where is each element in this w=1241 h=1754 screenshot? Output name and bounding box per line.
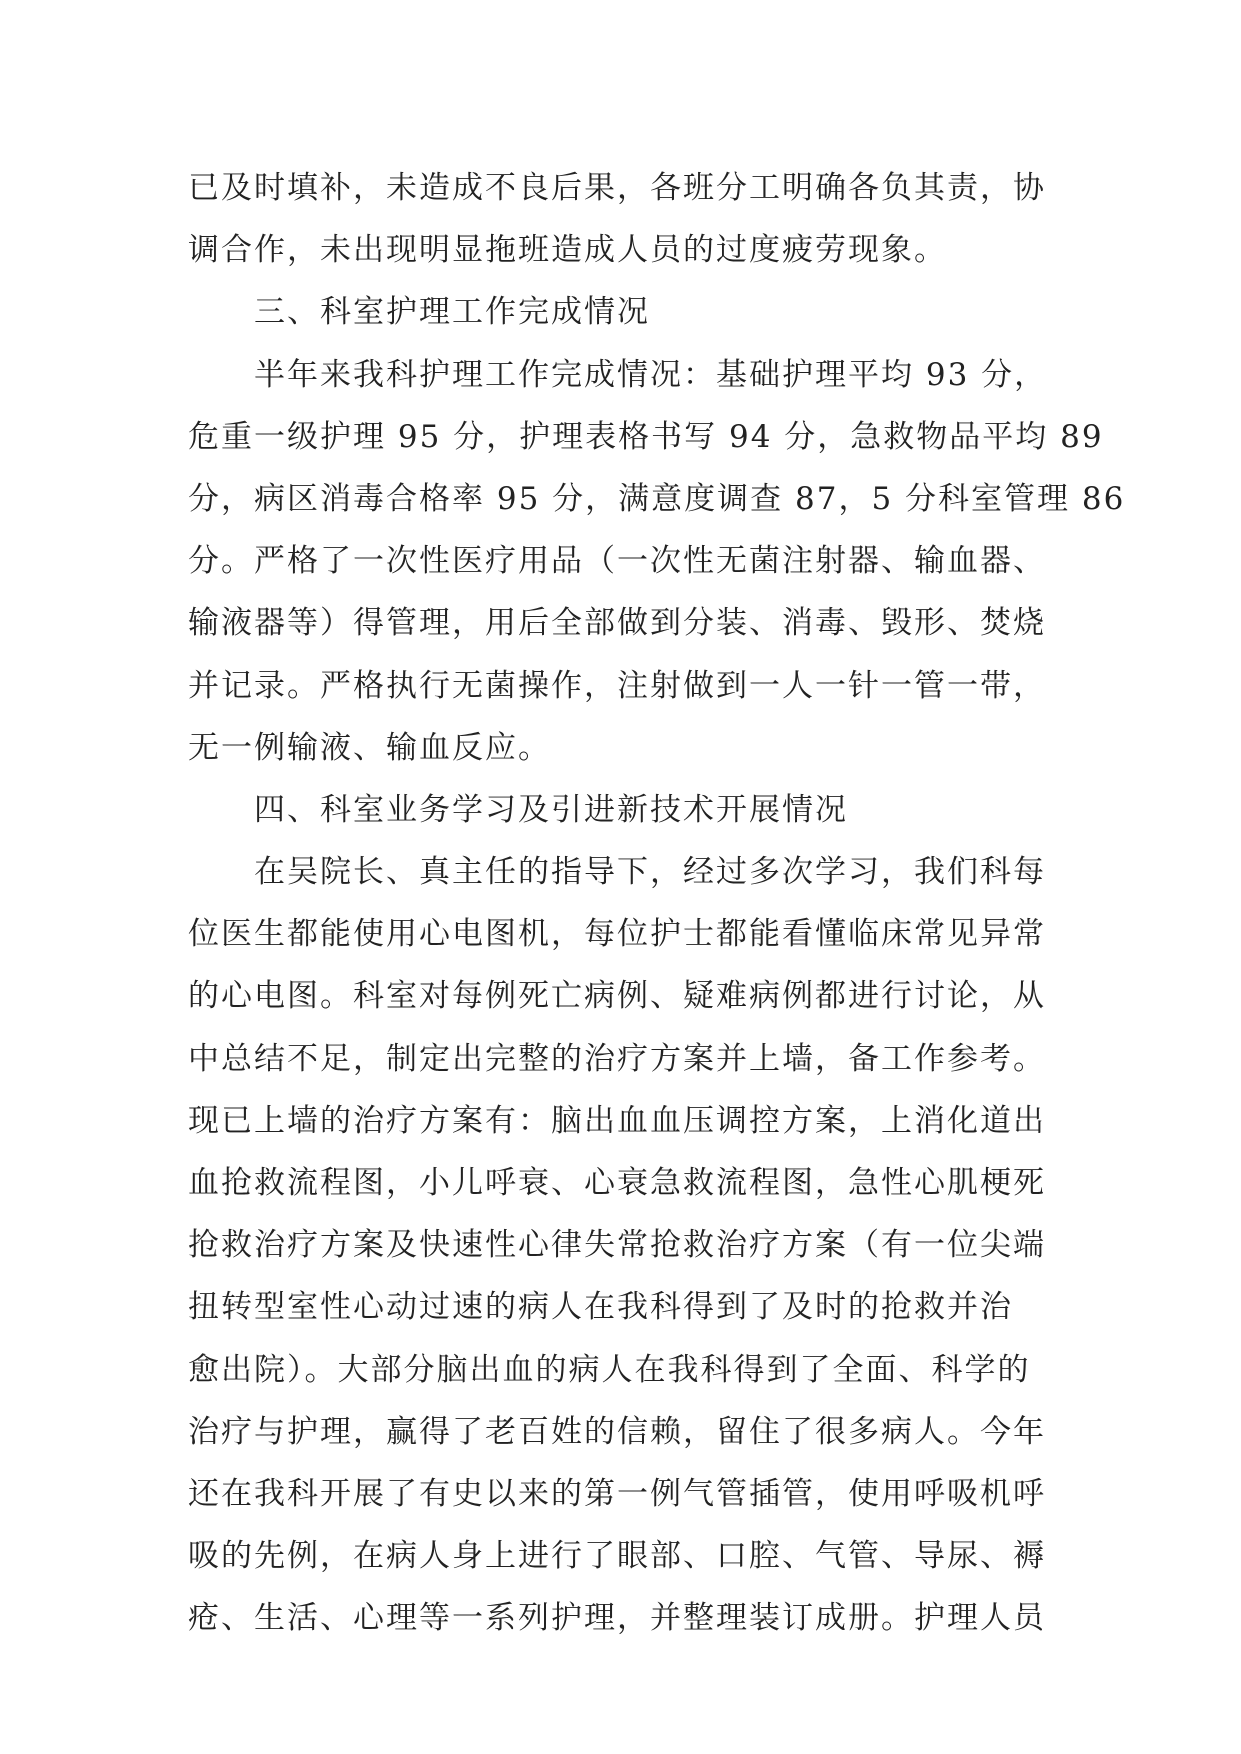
- text-line: 血抢救流程图，小儿呼衰、心衰急救流程图，急性心肌梗死: [188, 1165, 1046, 1201]
- text-line: 还在我科开展了有史以来的第一例气管插管，使用呼吸机呼: [188, 1475, 1046, 1512]
- text-line: 调合作，未出现明显拖班造成人员的过度疲劳现象。: [188, 232, 947, 269]
- body-text: [188, 157, 1126, 1650]
- text-line: 中总结不足，制定出完整的治疗方案并上墙，备工作参考。: [188, 1040, 1046, 1077]
- text-line: 危重一级护理 95 分，护理表格书写 94 分，急救物品平均 89: [188, 418, 1104, 455]
- text-line: 的心电图。科室对每例死亡病例、疑难病例都进行讨论，从: [188, 978, 1046, 1015]
- text-line: 愈出院）。大部分脑出血的病人在我科得到了全面、科学的: [188, 1351, 1031, 1388]
- text-line: 扭转型室性心动过速的病人在我科得到了及时的抢救并治: [188, 1289, 1013, 1326]
- text-line: 位医生都能使用心电图机，每位护士都能看懂临床常见异常: [188, 916, 1046, 953]
- text-line: 疮、生活、心理等一系列护理，并整理装订成册。护理人员: [188, 1600, 1046, 1637]
- text-line: 已及时填补，未造成不良后果，各班分工明确各负其责，协: [188, 170, 1046, 206]
- text-line: 分。严格了一次性医疗用品（一次性无菌注射器、输血器、: [188, 543, 1046, 580]
- section-heading-4: 四、科室业务学习及引进新技术开展情况: [254, 791, 848, 828]
- text-line: 在吴院长、真主任的指导下，经过多次学习，我们科每: [254, 854, 1046, 891]
- text-line: 抢救治疗方案及快速性心律失常抢救治疗方案（有一位尖端: [188, 1227, 1046, 1264]
- text-line: 吸的先例，在病人身上进行了眼部、口腔、气管、导尿、褥: [188, 1538, 1046, 1575]
- text-line: 现已上墙的治疗方案有：脑出血血压调控方案，上消化道出: [188, 1102, 1046, 1139]
- text-line: 分，病区消毒合格率 95 分，满意度调查 87，5 分科室管理 86: [188, 480, 1126, 517]
- text-line: 治疗与护理，赢得了老百姓的信赖，留住了很多病人。今年: [188, 1413, 1046, 1450]
- text-line: 并记录。严格执行无菌操作，注射做到一人一针一管一带，: [188, 667, 1046, 704]
- text-line: 输液器等）得管理，用后全部做到分装、消毒、毁形、焚烧: [188, 605, 1046, 642]
- text-line: 无一例输液、输血反应。: [188, 729, 551, 766]
- section-heading-3: 三、科室护理工作完成情况: [254, 294, 650, 331]
- text-line: 半年来我科护理工作完成情况：基础护理平均 93 分，: [254, 356, 1048, 393]
